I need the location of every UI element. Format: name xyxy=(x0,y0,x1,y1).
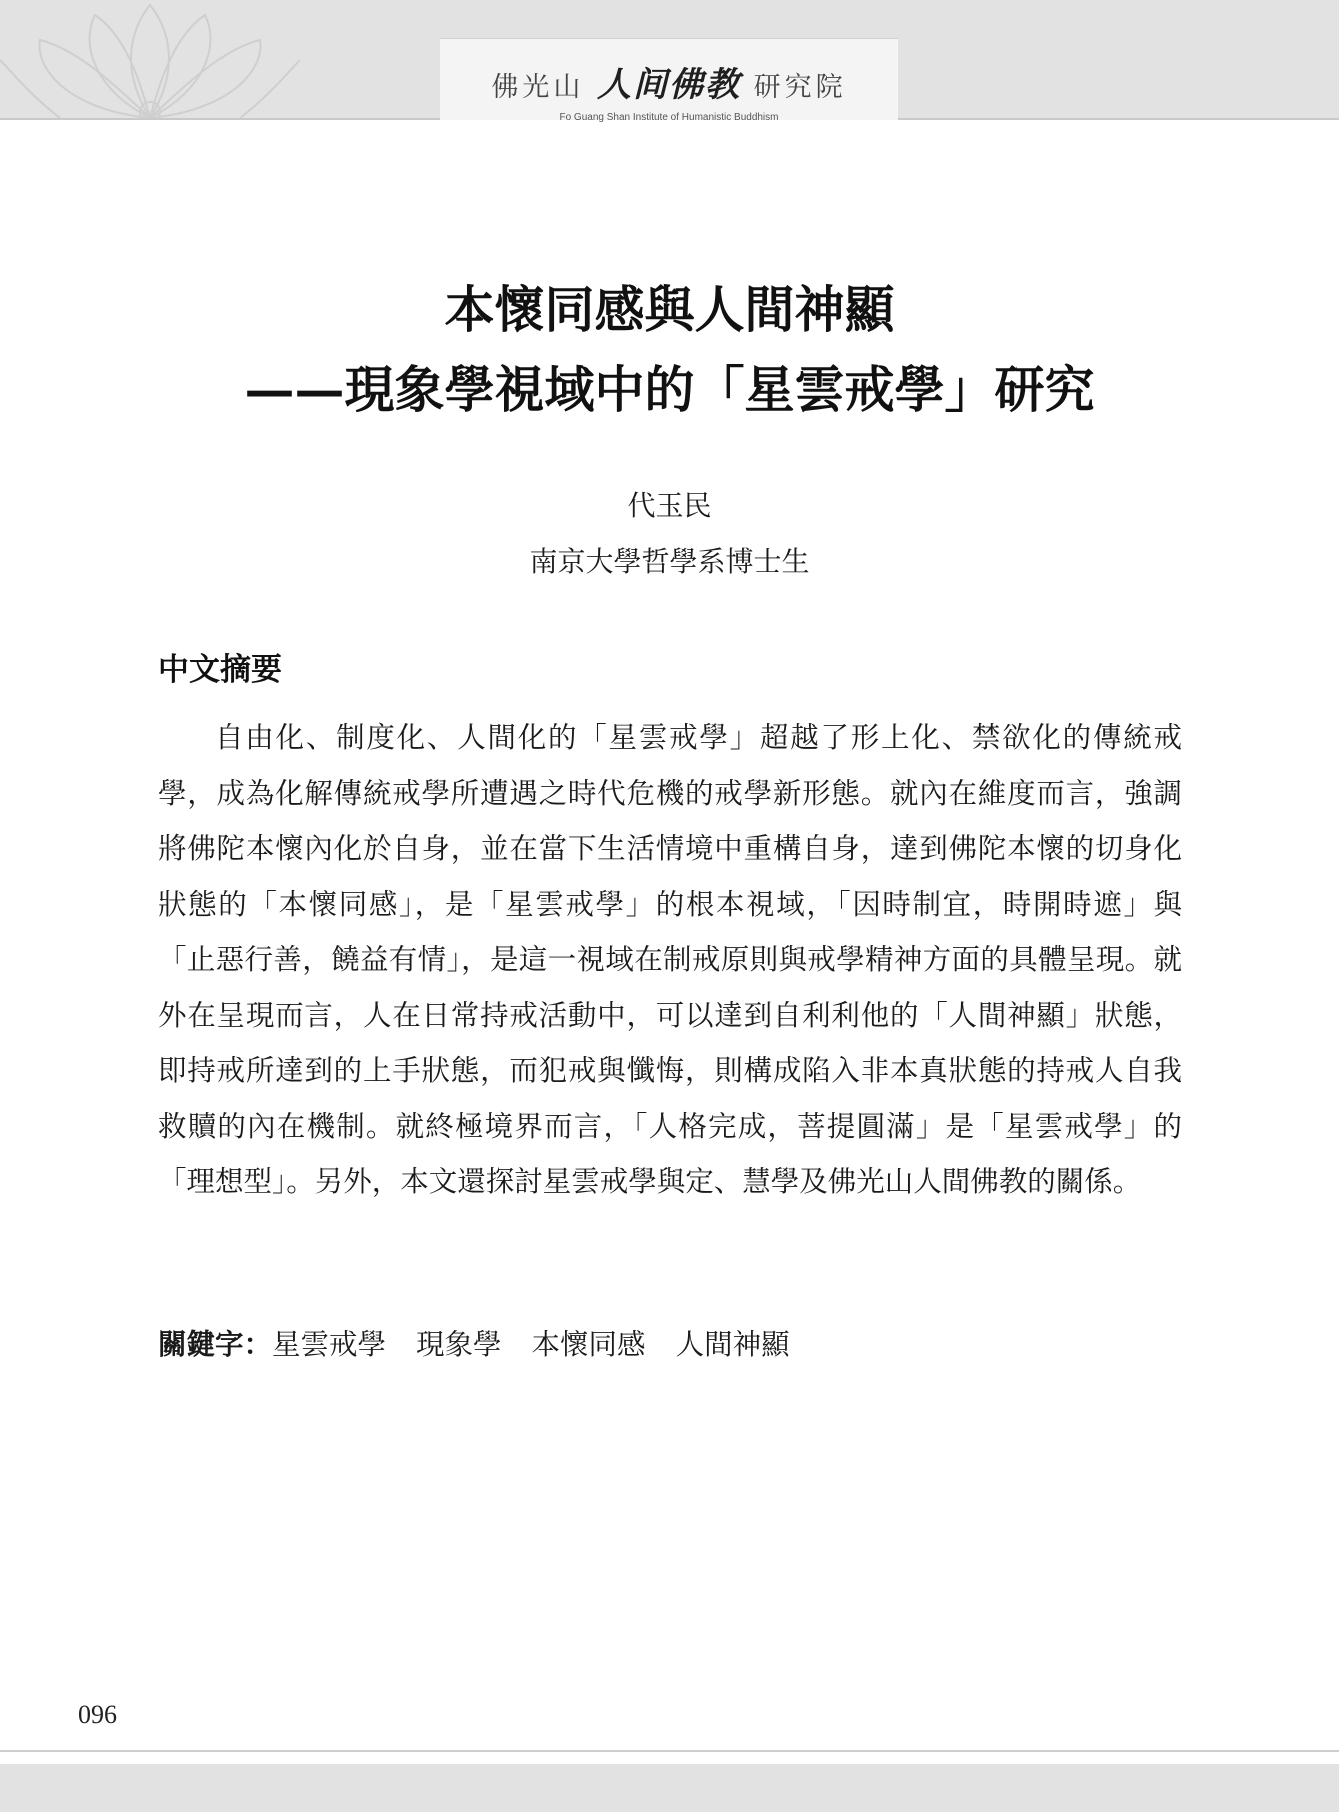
page-number: 096 xyxy=(78,1700,117,1729)
author-name: 代玉民 xyxy=(627,489,712,522)
journal-title xyxy=(440,57,898,106)
paper-title-line2: ——現象學視域中的「星雲戒學」研究 xyxy=(244,360,1095,419)
keyword: 人間神顯 xyxy=(675,1328,790,1361)
footer-divider xyxy=(0,1750,1339,1752)
footer-band xyxy=(0,1764,1339,1812)
paper-title-line1: 本懷同感與人間神顯 xyxy=(444,280,895,339)
journal-title-brand: 人间佛教 xyxy=(597,65,741,105)
keywords-line xyxy=(158,1322,820,1363)
keyword: 本懷同感 xyxy=(531,1328,646,1361)
keyword: 現象學 xyxy=(416,1328,502,1361)
journal-title-prefix: 佛光山 xyxy=(491,72,585,103)
abstract-text: 自由化、制度化、人間化的「星雲戒學」超越了形上化、禁欲化的傳統戒學，成為化解傳統戒學所遭遇之時代危機的戒學新形態。就內在維度而言，強調將佛陀本懷內化於自身，並在當下生活情境中重構自身，達到佛陀本懷的切身化狀態的「本懷同感」，是「星雲戒學」的根本視域，「因時制宜，時開時遮」與「止惡行善，饒益有情」，是這一視域在制戒原則與戒學精神方面的具體呈現。就外在呈現而言，人在日常持戒活動中，可以達到自利利他的「人間神顯」狀態，即持戒所達到的上手狀態，而犯戒與懺悔，則構成陷入非本真狀態的持戒人自我救贖的內在機制。就終極境界而言，「人格完成，菩提圓滿」是「星雲戒學」的「理想型」。另外，本文還探討星雲戒學與定、慧學及佛光山人間佛教的關係。 xyxy=(158,721,1182,1198)
journal-title-suffix: 研究院 xyxy=(753,72,847,103)
author-affiliation: 南京大學哲學系博士生 xyxy=(529,545,810,578)
author-block xyxy=(0,478,1339,590)
journal-header xyxy=(440,38,898,123)
journal-subtitle: Fo Guang Shan Institute of Humanistic Buddhism xyxy=(559,112,779,123)
keyword: 星雲戒學 xyxy=(272,1328,387,1361)
keywords-label: 關鍵字： xyxy=(158,1327,273,1361)
lotus-pattern-icon xyxy=(0,0,300,118)
paper-title xyxy=(0,270,1339,430)
abstract-heading: 中文摘要 xyxy=(158,652,282,688)
